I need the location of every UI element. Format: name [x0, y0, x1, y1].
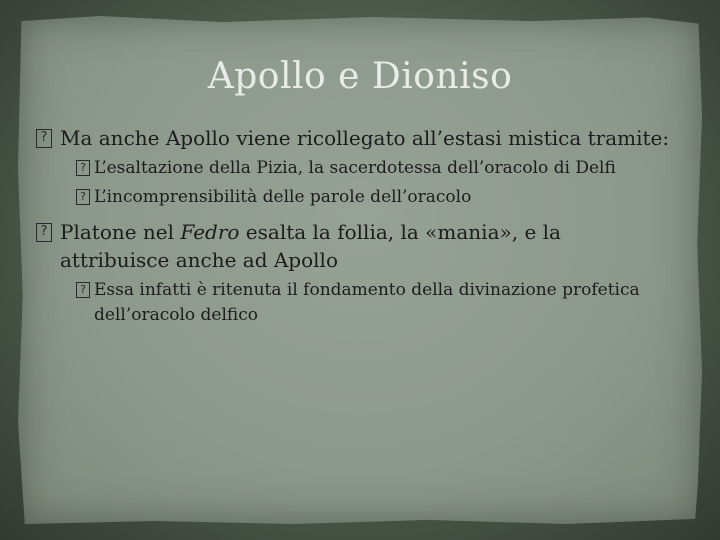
- sub-bullet-item-1-2: [34, 185, 674, 210]
- sub-bullet-item-1-1: [34, 156, 674, 181]
- sub-bullet-text: L’esaltazione della Pizia, la sacerdotessa dell’oracolo di Delfi: [94, 158, 616, 178]
- bullet-text: Ma anche Apollo viene ricollegato all’estasi mistica tramite:: [60, 126, 670, 150]
- missing-glyph-icon: [76, 282, 90, 298]
- bullet-item-1: [34, 124, 674, 152]
- slide-body: [34, 124, 674, 332]
- sub-bullet-text: Essa infatti è ritenuta il fondamento della divinazione profetica dell’oracolo delfico: [94, 280, 640, 325]
- missing-glyph-icon: [36, 129, 52, 148]
- slide-title: Apollo e Dioniso: [207, 56, 513, 97]
- bullet-text-italic: Fedro: [180, 220, 240, 244]
- missing-glyph-icon: [76, 160, 90, 176]
- sub-bullet-text: L’incomprensibilità delle parole dell’oracolo: [94, 187, 472, 207]
- bullet-item-2: [34, 218, 674, 274]
- missing-glyph-icon: [36, 223, 52, 242]
- missing-glyph-icon: [76, 189, 90, 205]
- bullet-text-before: Platone nel: [60, 220, 181, 244]
- sub-bullet-item-2-1: [34, 278, 674, 328]
- bullet-text-after: esalta la follia, la «mania», e la attribuisce anche ad Apollo: [60, 220, 561, 272]
